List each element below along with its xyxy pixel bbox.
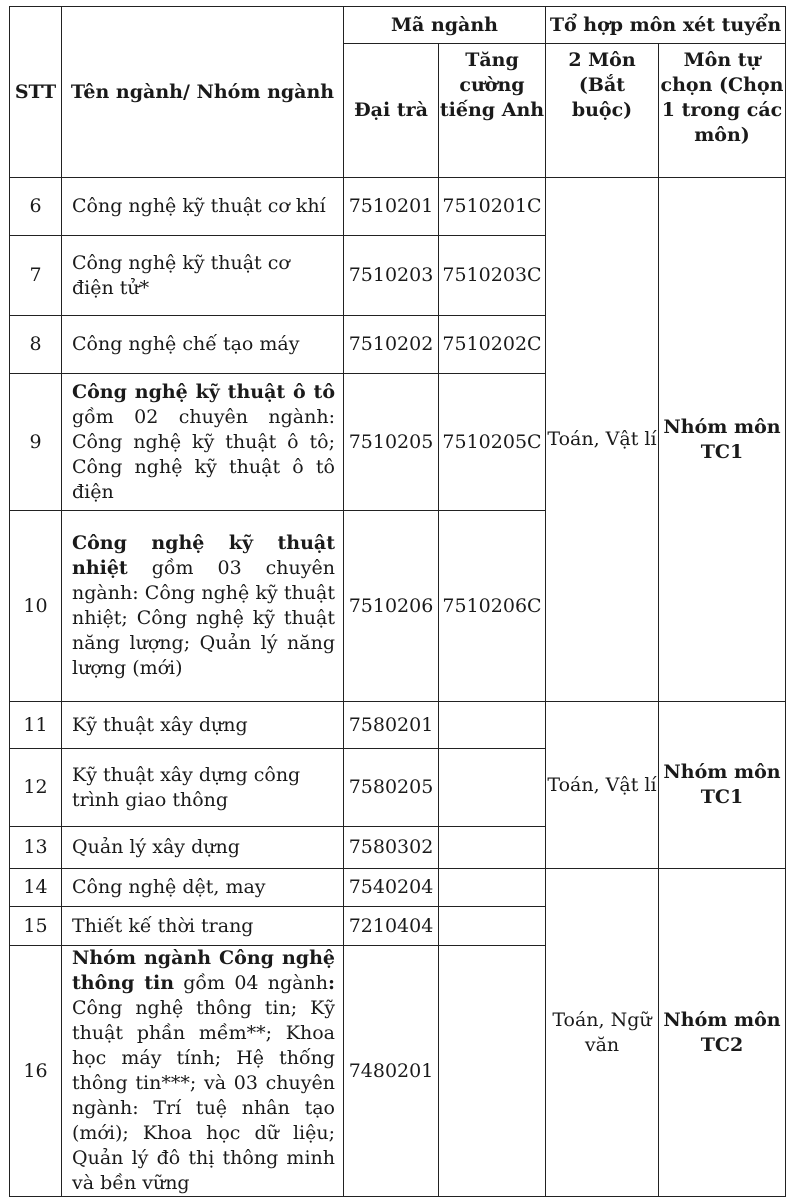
row-code: 7510205 xyxy=(344,374,439,511)
table-row xyxy=(10,702,786,749)
row-name: Quản lý xây dựng xyxy=(62,827,344,869)
row-name: Công nghệ kỹ thuật cơ khí xyxy=(62,178,344,236)
row-stt: 8 xyxy=(10,316,62,374)
header-combo-group: Tổ hợp môn xét tuyển xyxy=(546,7,786,44)
row-stt: 12 xyxy=(10,749,62,827)
table-row xyxy=(10,178,786,236)
row-name-colon: : xyxy=(327,972,335,994)
header-combo-required: 2 Môn (Bắt buộc) xyxy=(546,44,659,178)
header-stt: STT xyxy=(10,7,62,178)
row-code: 7480201 xyxy=(344,946,439,1197)
row-name: Công nghệ dệt, may xyxy=(62,869,344,907)
row-name-rest: gồm 02 chuyên ngành: Công nghệ kỹ thuật ô tô; Công nghệ kỹ thuật ô tô điện xyxy=(72,405,335,503)
row-name: Kỹ thuật xây dựng xyxy=(62,702,344,749)
header-combo-optional: Môn tự chọn (Chọn 1 trong các môn) xyxy=(659,44,786,178)
row-code: 7580302 xyxy=(344,827,439,869)
row-stt: 16 xyxy=(10,946,62,1197)
row-stt: 15 xyxy=(10,907,62,946)
row-code: 7210404 xyxy=(344,907,439,946)
group-subjects: Toán, Vật lí xyxy=(546,178,659,702)
row-code-english xyxy=(439,827,546,869)
row-code: 7580205 xyxy=(344,749,439,827)
row-code-english xyxy=(439,946,546,1197)
row-name: Kỹ thuật xây dựng công trình giao thông xyxy=(62,749,344,827)
row-name: Công nghệ chế tạo máy xyxy=(62,316,344,374)
row-stt: 9 xyxy=(10,374,62,511)
row-code-english: 7510201C xyxy=(439,178,546,236)
row-code-english xyxy=(439,907,546,946)
row-name-rest: Công nghệ thông tin; Kỹ thuật phần mềm**; Khoa học máy tính; Hệ thống thông tin***; và 03 chuyên ngành: Trí tuệ nhân tạo (mới); Khoa học dữ liệu; Quản lý đô thị thông minh và bền vững xyxy=(72,997,335,1194)
header-code-english: Tăng cường tiếng Anh xyxy=(439,44,546,178)
row-code-english: 7510203C xyxy=(439,236,546,316)
table-row xyxy=(10,869,786,907)
row-name-mid: gồm 04 ngành xyxy=(174,972,328,994)
row-code-english: 7510206C xyxy=(439,511,546,702)
row-name-rest: gồm 03 chuyên ngành: Công nghệ kỹ thuật nhiệt; Công nghệ kỹ thuật năng lượng; Quản lý năng lượng (mới) xyxy=(72,557,335,679)
row-stt: 13 xyxy=(10,827,62,869)
row-name xyxy=(62,511,344,702)
row-code: 7510201 xyxy=(344,178,439,236)
group-subjects: Toán, Vật lí xyxy=(546,702,659,869)
row-name-bold: Công nghệ kỹ thuật ô tô xyxy=(72,380,335,403)
row-name: Công nghệ kỹ thuật cơ điện tử* xyxy=(62,236,344,316)
row-code: 7510203 xyxy=(344,236,439,316)
row-code-english xyxy=(439,702,546,749)
row-name-bold: Công nghệ kỹ thuật nhiệt xyxy=(72,532,335,579)
row-code: 7510206 xyxy=(344,511,439,702)
row-stt: 6 xyxy=(10,178,62,236)
row-name: Thiết kế thời trang xyxy=(62,907,344,946)
header-code-standard: Đại trà xyxy=(344,44,439,178)
row-name xyxy=(62,946,344,1197)
row-code-english: 7510202C xyxy=(439,316,546,374)
admission-table xyxy=(9,6,786,1197)
row-name-bold: Nhóm ngành Công nghệ thông tin xyxy=(72,947,335,994)
row-stt: 7 xyxy=(10,236,62,316)
group-optional: Nhóm môn TC2 xyxy=(659,869,786,1197)
row-code: 7510202 xyxy=(344,316,439,374)
row-code-english xyxy=(439,749,546,827)
row-code-english: 7510205C xyxy=(439,374,546,511)
header-code-group: Mã ngành xyxy=(344,7,546,44)
row-code-english xyxy=(439,869,546,907)
row-stt: 14 xyxy=(10,869,62,907)
header-name: Tên ngành/ Nhóm ngành xyxy=(62,7,344,178)
group-subjects: Toán, Ngữ văn xyxy=(546,869,659,1197)
group-optional: Nhóm môn TC1 xyxy=(659,702,786,869)
row-code: 7540204 xyxy=(344,869,439,907)
row-stt: 10 xyxy=(10,511,62,702)
row-code: 7580201 xyxy=(344,702,439,749)
row-stt: 11 xyxy=(10,702,62,749)
row-name xyxy=(62,374,344,511)
group-optional: Nhóm môn TC1 xyxy=(659,178,786,702)
